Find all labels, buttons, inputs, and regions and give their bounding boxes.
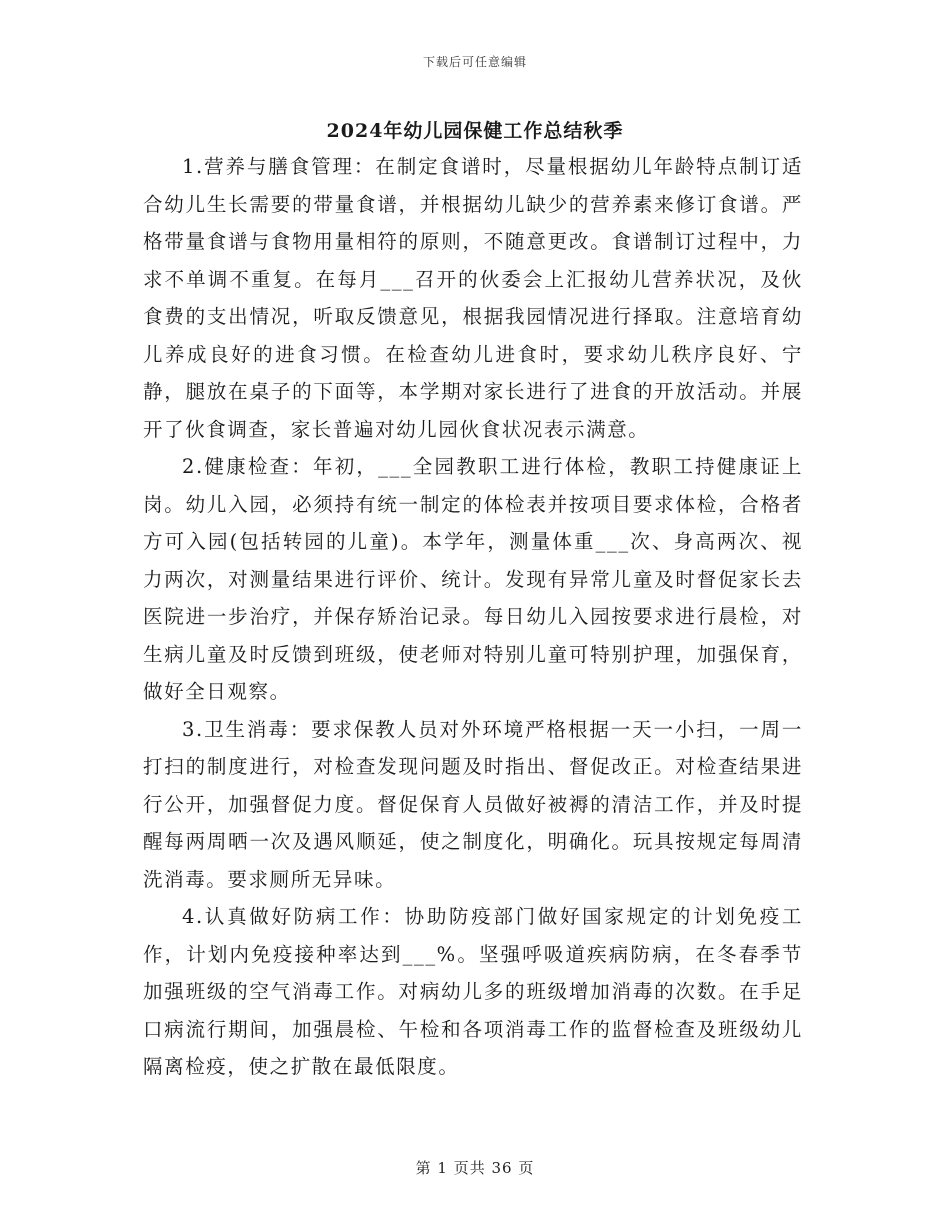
paragraph-health-check: 2.健康检查：年初，___全园教职工进行体检，教职工持健康证上岗。幼儿入园，必须持有统一制定的体检表并按项目要求体检，合格者方可入园(包括转园的儿童)。本学年，测量体重___次、身高两次、视力两次，对测量结果进行评价、统计。发现有异常儿童及时督促家长去医院进一步治疗，并保存矫治记录。每日幼儿入园按要求进行晨检，对生病儿童及时反馈到班级，使老师对特别儿童可特别护理，加强保育，做好全日观察。 <box>143 455 803 703</box>
paragraph-hygiene: 3.卫生消毒：要求保教人员对外环境严格根据一天一小扫，一周一打扫的制度进行，对检查发现问题及时指出、督促改正。对检查结果进行公开，加强督促力度。督促保育人员做好被褥的清洁工作，并及时提醒每两周晒一次及遇风顺延，使之制度化，明确化。玩具按规定每周清洗消毒。要求厕所无异味。 <box>143 717 803 891</box>
document-body <box>143 148 803 1086</box>
document-title: 2024年幼儿园保健工作总结秋季 <box>326 120 624 142</box>
paragraph-disease-prevention: 4.认真做好防病工作：协助防疫部门做好国家规定的计划免疫工作，计划内免疫接种率达到___%。坚强呼吸道疾病防病，在冬春季节加强班级的空气消毒工作。对病幼儿多的班级增加消毒的次数。在手足口病流行期间，加强晨检、午检和各项消毒工作的监督检查及班级幼儿隔离检疫，使之扩散在最低限度。 <box>143 905 803 1078</box>
paragraph-nutrition: 1.营养与膳食管理：在制定食谱时，尽量根据幼儿年龄特点制订适合幼儿生长需要的带量食谱，并根据幼儿缺少的营养素来修订食谱。严格带量食谱与食物用量相符的原则，不随意更改。食谱制订过程中，力求不单调不重复。在每月___召开的伙委会上汇报幼儿营养状况，及伙食费的支出情况，听取反馈意见，根据我园情况进行择取。注意培育幼儿养成良好的进食习惯。在检查幼儿进食时，要求幼儿秩序良好、宁静，腿放在桌子的下面等，本学期对家长进行了进食的开放活动。并展开了伙食调查，家长普遍对幼儿园伙食状况表示满意。 <box>143 155 803 441</box>
header-note: 下载后可任意编辑 <box>422 55 527 69</box>
page-footer: 第 1 页共 36 页 <box>415 1159 535 1177</box>
